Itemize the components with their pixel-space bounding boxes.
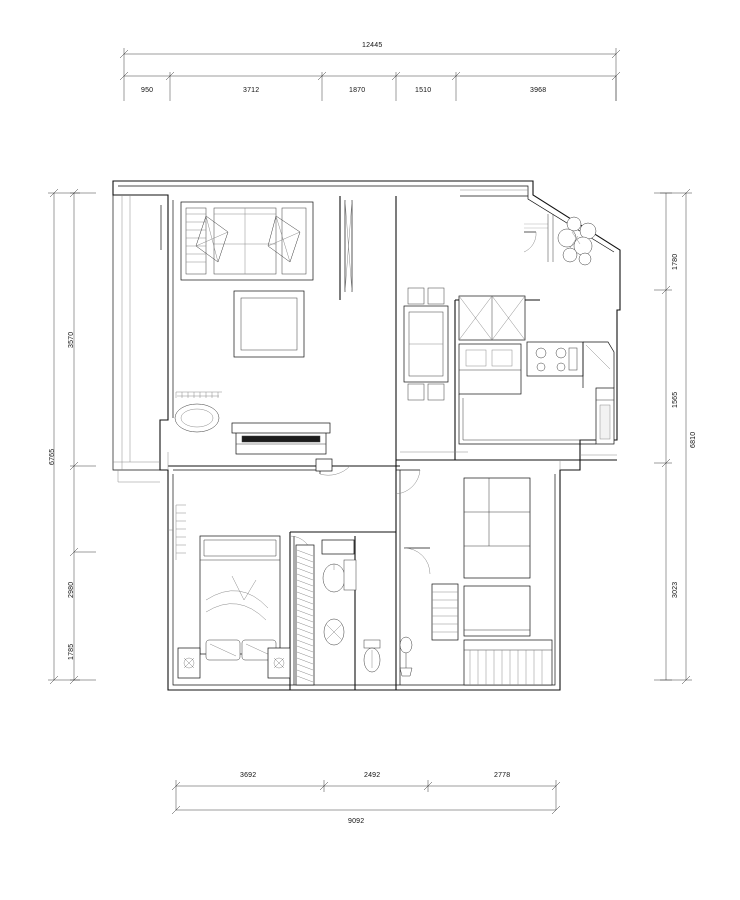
dim-left-seg-2: 2980 <box>68 581 75 598</box>
shower-area <box>324 619 344 645</box>
dim-bottom-seg-3: 2778 <box>494 772 511 779</box>
coffee-table <box>234 291 304 357</box>
dimension-lines-left <box>48 189 96 684</box>
nightstand-left <box>178 648 200 678</box>
desk <box>432 584 530 640</box>
dim-bottom-seg-1: 3692 <box>240 772 257 779</box>
double-bed <box>200 536 280 654</box>
dimension-lines-bottom <box>172 780 560 814</box>
plan-detail-lines <box>168 452 617 530</box>
tv-unit <box>232 423 330 433</box>
wardrobe-hanging-rail <box>296 545 314 685</box>
bookshelf <box>464 478 530 578</box>
stove-cooktop <box>527 342 583 376</box>
refrigerator <box>596 388 614 444</box>
dim-top-seg-2: 3712 <box>243 87 260 94</box>
dim-right-overall: 6810 <box>690 431 697 448</box>
dim-left-seg-1: 3570 <box>68 331 75 348</box>
dim-right-seg-3: 3023 <box>672 581 679 598</box>
pillow-left <box>206 640 240 660</box>
single-bed <box>464 640 552 685</box>
kitchen-sink <box>459 344 521 394</box>
sofa-three-seat <box>181 202 313 280</box>
dim-right-seg-2: 1565 <box>672 391 679 408</box>
dimension-lines-top <box>120 48 620 101</box>
dimension-lines-right <box>654 189 692 684</box>
dim-top-seg-5: 3968 <box>530 87 547 94</box>
decorative-plant <box>548 214 596 265</box>
dim-bottom-seg-2: 2492 <box>364 772 381 779</box>
dim-top-seg-3: 1870 <box>349 87 366 94</box>
tv-cabinet <box>236 432 332 471</box>
upper-cabinet <box>459 296 525 340</box>
dim-top-seg-4: 1510 <box>415 87 432 94</box>
dim-top-overall: 12445 <box>362 42 383 49</box>
dim-left-seg-3: 1785 <box>68 643 75 660</box>
balcony <box>113 195 160 482</box>
dim-left-overall: 6765 <box>49 448 56 465</box>
washbasin <box>322 540 356 592</box>
toilet <box>364 640 380 672</box>
dim-right-seg-1: 1780 <box>672 253 679 270</box>
dim-bottom-overall: 9092 <box>348 818 365 825</box>
dim-top-seg-1: 950 <box>141 87 154 94</box>
oval-mirror <box>175 396 219 432</box>
dining-table <box>404 306 448 382</box>
potted-plant <box>400 637 412 676</box>
nightstand-right <box>268 648 290 678</box>
